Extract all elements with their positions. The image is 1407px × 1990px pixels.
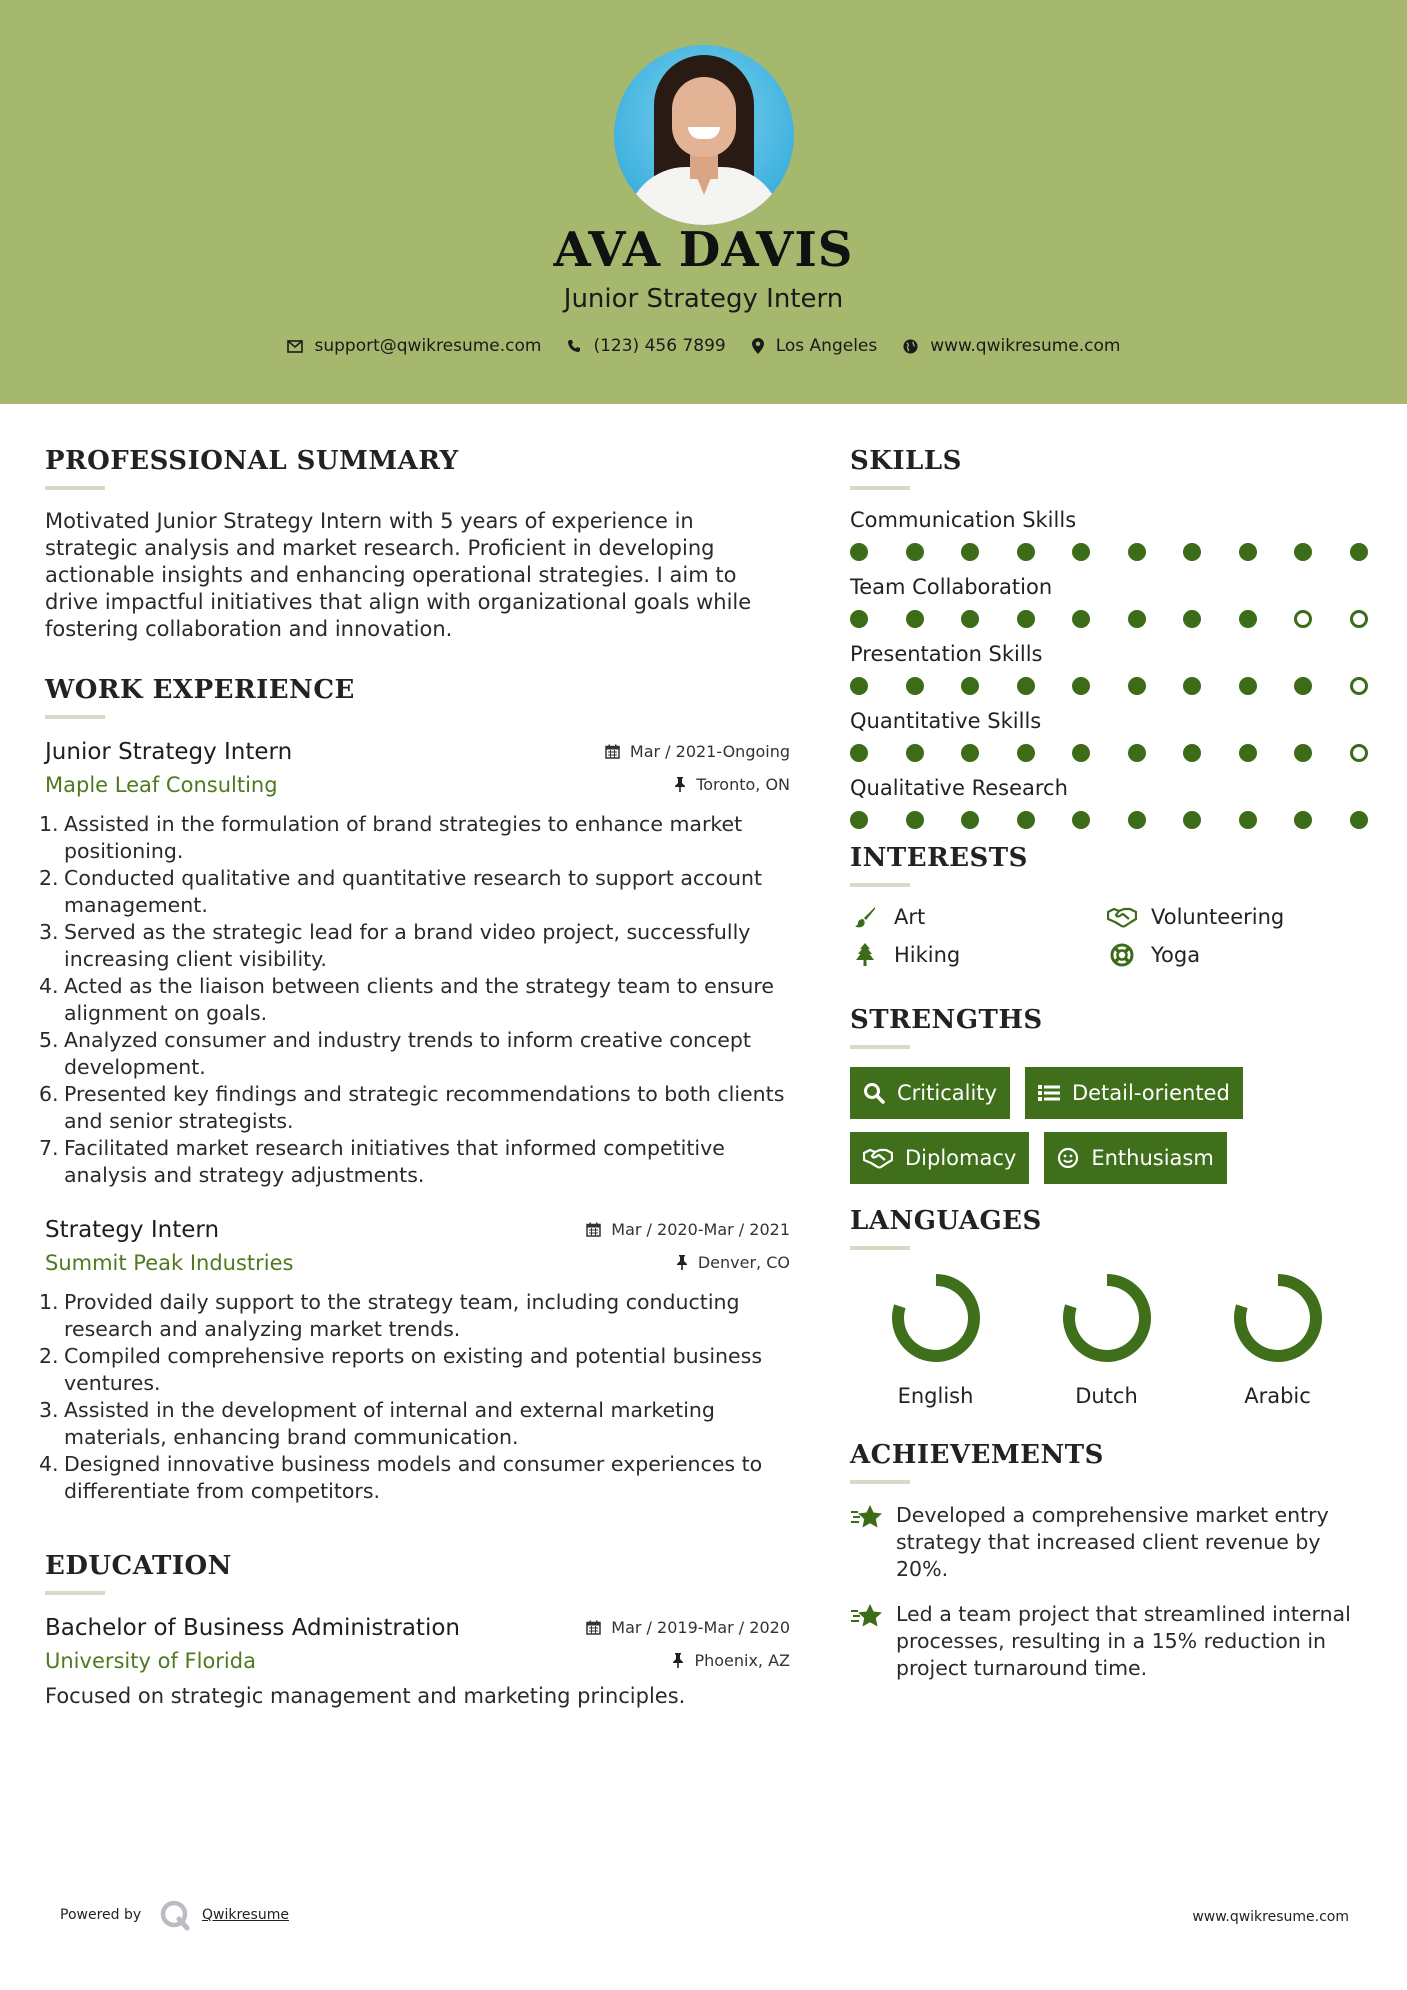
rating-dot-filled [1294,811,1312,829]
interest-label: Volunteering [1151,905,1285,929]
rating-dot-filled [1017,811,1035,829]
job-location: Denver, CO [676,1253,790,1272]
rating-dot-filled [961,543,979,561]
interest-item [850,943,1107,967]
rating-dot-filled [1239,811,1257,829]
rating-dot-empty [1350,610,1368,628]
education-location: Phoenix, AZ [672,1651,790,1670]
rating-dot-filled [1183,811,1201,829]
footer-url[interactable]: www.qwikresume.com [1192,1909,1349,1925]
page-footer [0,1895,1407,1935]
section-divider [850,486,910,490]
skills-section [850,446,1370,829]
rating-dot-filled [1072,610,1090,628]
list-item: 1. Assisted in the formulation of brand strategies to enhance market positioning. [39,812,743,863]
section-divider [45,1591,105,1595]
rating-dot-filled [1239,744,1257,762]
education-dates: Mar / 2019-Mar / 2020 [586,1618,790,1637]
phone-icon [567,339,581,353]
left-column [39,404,790,1710]
job-entry [39,739,790,1189]
language-level-ring [890,1272,982,1364]
achievement-item [850,1502,1370,1583]
paintbrush-icon [850,905,880,929]
education-title: EDUCATION [45,1551,232,1581]
education-section [45,1551,790,1710]
list-item: 4. Designed innovative business models and consumer experiences to differentiate from competitors. [39,1452,763,1503]
skill-name: Team Collaboration [850,575,1053,599]
company-name: Maple Leaf Consulting [45,773,278,797]
section-divider [850,1045,910,1049]
list-item: 2. Compiled comprehensive reports on existing and potential business ventures. [39,1344,763,1395]
rating-dot-filled [906,543,924,561]
skill-name: Presentation Skills [850,642,1043,666]
rating-dot-filled [1183,543,1201,561]
rating-dot-filled [1294,744,1312,762]
rating-dot-filled [906,677,924,695]
skill-item [850,508,1370,561]
rating-dot-empty [1350,677,1368,695]
strength-chip: Detail-oriented [1025,1067,1243,1119]
degree-title: Bachelor of Business Administration [45,1615,460,1641]
pushpin-icon [674,777,686,792]
strength-chip: Criticality [850,1067,1010,1119]
list-icon [1038,1084,1060,1102]
rating-dot-filled [1183,744,1201,762]
company-name: Summit Peak Industries [45,1251,294,1275]
rating-dot-filled [906,610,924,628]
envelope-icon [287,340,303,353]
contact-location [752,336,878,356]
rating-dot-filled [1239,610,1257,628]
interest-item [1107,905,1364,929]
rating-dot-filled [1017,744,1035,762]
rating-dot-filled [906,811,924,829]
list-item: 1. Provided daily support to the strategy team, including conducting research and analyzing market trends. [39,1290,740,1341]
skill-rating [850,677,1370,695]
language-name: Dutch [1075,1384,1138,1408]
rating-dot-empty [1294,610,1312,628]
language-name: English [897,1384,974,1408]
interests-section [850,843,1370,967]
calendar-icon [586,1222,601,1237]
contact-bar [0,336,1407,356]
language-level-arc [898,1280,974,1356]
job-entry [39,1217,790,1505]
rating-dot-filled [1072,677,1090,695]
powered-by-text: Powered by [60,1907,142,1923]
contact-phone-text: (123) 456 7899 [593,336,726,356]
job-location: Toronto, ON [674,775,790,794]
resume-header [0,0,1407,404]
contact-website-text: www.qwikresume.com [930,336,1121,356]
strengths-section [850,1005,1370,1184]
language-item [850,1272,1021,1408]
rating-dot-filled [850,744,868,762]
strength-chip: Diplomacy [850,1132,1029,1184]
skill-item [850,776,1370,829]
duty-list [39,811,790,1189]
profile-photo [614,45,794,225]
contact-email-text: support@qwikresume.com [314,336,542,356]
experience-title: WORK EXPERIENCE [45,675,355,705]
lifering-icon [1107,943,1137,967]
globe-icon [903,339,918,354]
rating-dot-filled [1017,677,1035,695]
rating-dot-filled [850,677,868,695]
language-level-ring [1061,1272,1153,1364]
skill-name: Qualitative Research [850,776,1068,800]
rating-dot-filled [1294,543,1312,561]
skill-rating [850,543,1370,561]
achievement-item [850,1601,1370,1682]
rating-dot-empty [1350,744,1368,762]
rating-dot-filled [1350,811,1368,829]
map-pin-icon [752,338,764,354]
rating-dot-filled [906,744,924,762]
rating-dot-filled [1017,543,1035,561]
interest-item [1107,943,1364,967]
summary-title: PROFESSIONAL SUMMARY [45,446,459,476]
education-note: Focused on strategic management and marketing principles. [45,1684,686,1708]
pushpin-icon [676,1255,688,1270]
list-item: 4. Acted as the liaison between clients and the strategy team to ensure alignment on goals. [39,974,775,1025]
handshake-icon [1107,906,1137,928]
section-divider [850,1480,910,1484]
rating-dot-filled [1072,744,1090,762]
skills-list [850,508,1370,829]
section-divider [45,715,105,719]
skill-item [850,575,1370,628]
rating-dot-filled [1017,610,1035,628]
qwikresume-logo-icon[interactable] [158,1898,192,1936]
contact-website[interactable] [903,336,1120,356]
rating-dot-filled [961,811,979,829]
list-item: 5. Analyzed consumer and industry trends to inform creative concept development. [39,1028,751,1079]
rating-dot-filled [1072,543,1090,561]
interest-label: Art [894,905,926,929]
interest-label: Yoga [1151,943,1201,967]
rating-dot-filled [961,744,979,762]
interests-title: INTERESTS [850,843,1028,873]
language-item [1192,1272,1363,1408]
skill-rating [850,811,1370,829]
calendar-icon [586,1620,601,1635]
rating-dot-filled [1294,677,1312,695]
rating-dot-filled [1072,811,1090,829]
right-column [850,404,1370,1682]
skill-item [850,709,1370,762]
calendar-icon [605,744,620,759]
list-item: 3. Served as the strategic lead for a brand video project, successfully increasing client visibility. [39,920,751,971]
achievements-title: ACHIEVEMENTS [850,1440,1104,1470]
candidate-role: Junior Strategy Intern [563,284,844,314]
rating-dot-filled [1350,543,1368,561]
rating-dot-filled [1128,610,1146,628]
rating-dot-filled [1239,543,1257,561]
language-level-arc [1069,1280,1145,1356]
achievement-text: Developed a comprehensive market entry strategy that increased client revenue by 20%. [896,1503,1329,1581]
experience-section [39,675,790,1505]
languages-section [850,1206,1370,1408]
list-item: 6. Presented key findings and strategic recommendations to both clients and senior strategists. [39,1082,785,1133]
rating-dot-filled [1128,744,1146,762]
tree-icon [850,943,880,967]
rating-dot-filled [1128,811,1146,829]
rating-dot-filled [1239,677,1257,695]
section-divider [850,883,910,887]
skill-item [850,642,1370,695]
job-title: Junior Strategy Intern [45,739,293,765]
duty-list [39,1289,790,1505]
handshake-icon [863,1147,893,1169]
language-name: Arabic [1244,1384,1311,1408]
smile-icon [1057,1147,1079,1169]
star-icon [850,1603,884,1682]
contact-location-text: Los Angeles [775,336,878,356]
list-item: 2. Conducted qualitative and quantitative research to support account management. [39,866,763,917]
qwikresume-link[interactable]: Qwikresume [202,1907,289,1923]
school-name: University of Florida [45,1649,256,1673]
rating-dot-filled [850,811,868,829]
rating-dot-filled [1183,677,1201,695]
rating-dot-filled [1183,610,1201,628]
job-title: Strategy Intern [45,1217,220,1243]
candidate-name: AVA DAVIS [553,222,854,278]
rating-dot-filled [850,543,868,561]
search-icon [863,1082,885,1104]
rating-dot-filled [1128,677,1146,695]
language-level-ring [1232,1272,1324,1364]
language-level-arc [1240,1280,1316,1356]
skill-rating [850,744,1370,762]
interest-item [850,905,1107,929]
rating-dot-filled [850,610,868,628]
star-icon [850,1504,884,1583]
languages-title: LANGUAGES [850,1206,1042,1236]
section-divider [850,1246,910,1250]
list-item: 7. Facilitated market research initiatives that informed competitive analysis and strategy adjustments. [39,1136,725,1187]
skill-rating [850,610,1370,628]
rating-dot-filled [961,677,979,695]
rating-dot-filled [1128,543,1146,561]
achievements-section [850,1440,1370,1682]
strength-chip: Enthusiasm [1044,1132,1226,1184]
strengths-title: STRENGTHS [850,1005,1043,1035]
summary-text: Motivated Junior Strategy Intern with 5 years of experience in strategic analysis and market research. Proficient in developing actionable insights and enhancing operational strategies. I aim to drive impactful initiatives that align with organizational goals while fostering collaboration and innovation. [45,509,752,641]
skill-name: Communication Skills [850,508,1077,532]
job-dates: Mar / 2020-Mar / 2021 [586,1220,790,1239]
achievement-text: Led a team project that streamlined internal processes, resulting in a 15% reduction in project turnaround time. [896,1602,1351,1680]
job-dates: Mar / 2021-Ongoing [605,742,790,761]
contact-email[interactable] [287,336,542,356]
pushpin-icon [672,1653,684,1668]
rating-dot-filled [961,610,979,628]
language-item [1021,1272,1192,1408]
list-item: 3. Assisted in the development of internal and external marketing materials, enhancing brand communication. [39,1398,715,1449]
interest-label: Hiking [894,943,961,967]
skills-title: SKILLS [850,446,962,476]
contact-phone[interactable] [567,336,725,356]
section-divider [45,486,105,490]
summary-section [45,446,790,643]
skill-name: Quantitative Skills [850,709,1042,733]
